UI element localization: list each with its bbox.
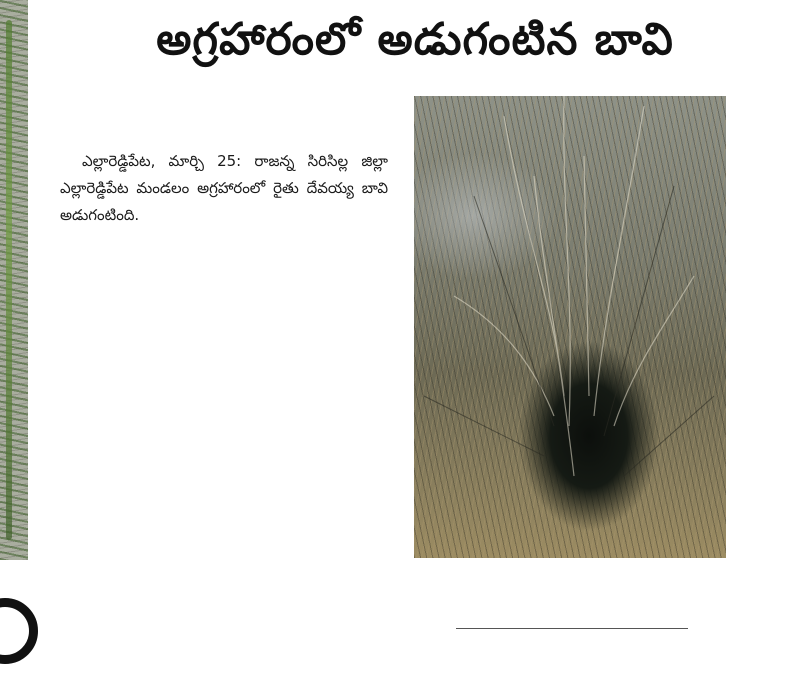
adjacent-photo-fragment xyxy=(0,0,28,560)
article-body-column-1 xyxy=(60,148,388,697)
article-photo xyxy=(414,96,726,558)
article-body-column-2 xyxy=(414,644,730,697)
subheadline xyxy=(82,104,382,144)
photo-branches xyxy=(414,96,726,558)
caption-divider xyxy=(456,628,688,629)
adjacent-article-fragment xyxy=(0,598,38,664)
body-paragraph: ఎల్లారెడ్డిపేట, మార్చి 25: రాజన్న సిరిసిల్ల జిల్లా ఎల్లారెడ్డిపేట మండలం అగ్రహారంలో రైతు దేవయ్య బావి అడుగంటింది. xyxy=(60,152,388,224)
photo-caption xyxy=(418,566,722,620)
headline: అగ్రహారంలో అడుగంటిన బావి xyxy=(156,14,674,65)
